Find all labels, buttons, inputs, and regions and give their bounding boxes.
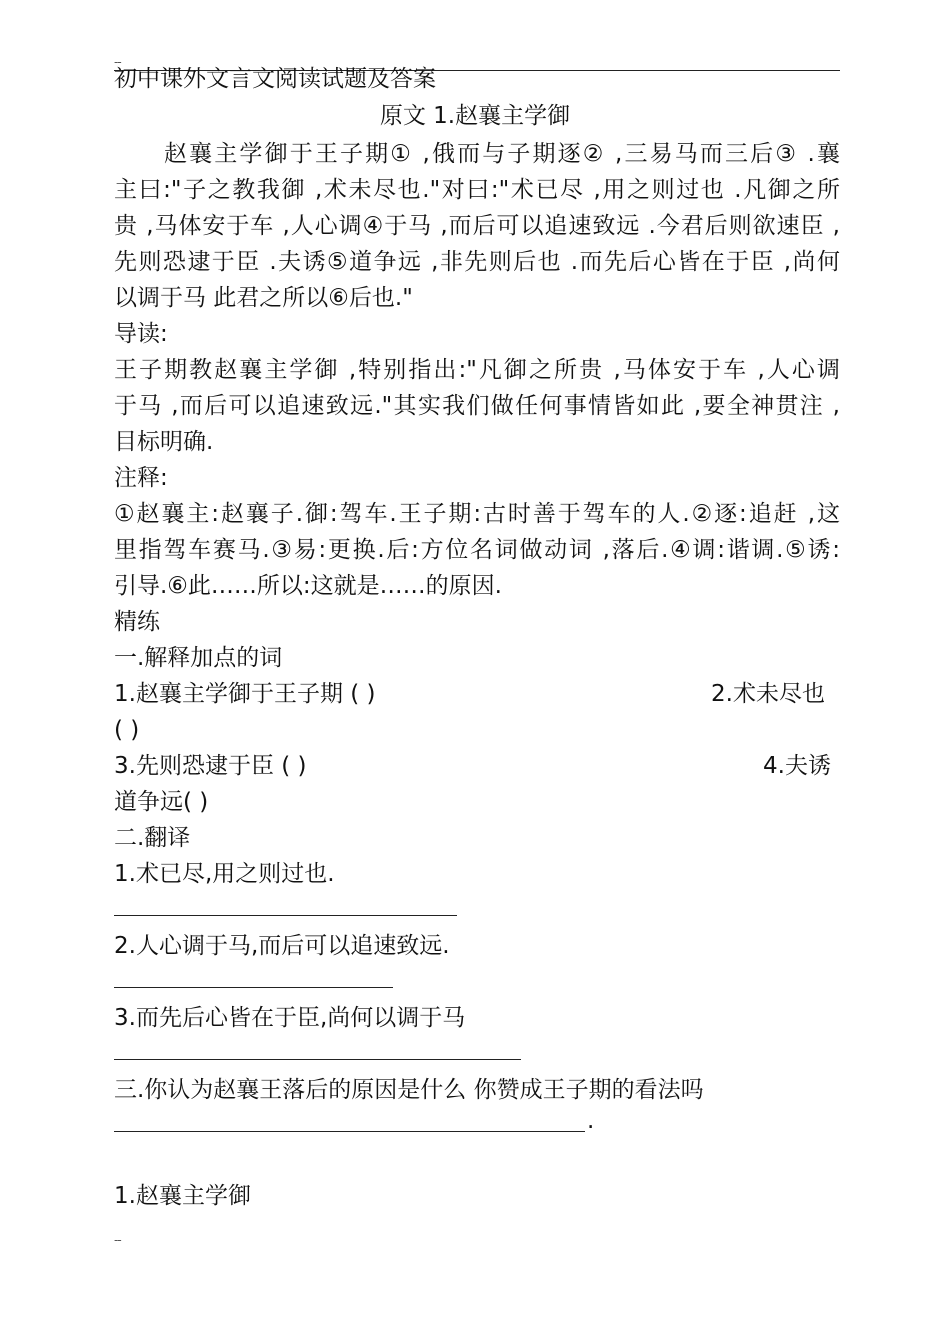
- part1-question-3: 3.先则恐逮于臣 ( ): [114, 753, 307, 779]
- section-title: 原文 1.赵襄主学御: [379, 103, 571, 129]
- practice-heading: 精练: [114, 609, 160, 635]
- answer-blank-2: [114, 987, 393, 988]
- answer-blank-1: [114, 915, 457, 916]
- part2-question-2: 2.人心调于马,而后可以追速致远.: [114, 933, 450, 959]
- part2-question-3: 3.而先后心皆在于臣,尚何以调于马: [114, 1005, 466, 1031]
- notes-line-3: 引导.⑥此……所以:这就是……的原因.: [114, 573, 502, 599]
- answer-section-title: 1.赵襄主学御: [114, 1183, 251, 1209]
- original-text-line-3: 贵 ,马体安于车 ,人心调④于马 ,而后可以追速致远 .今君后则欲速臣 ,: [114, 213, 840, 239]
- answer-blank-4-period: .: [587, 1108, 595, 1134]
- guide-line-3: 目标明确.: [114, 429, 214, 455]
- document-title: 初中课外文言文阅读试题及答案: [114, 66, 436, 92]
- answer-blank-4: [114, 1131, 585, 1132]
- part1-question-2-head: 2.术未尽也: [711, 681, 825, 707]
- original-text-line-5: 以调于马 此君之所以⑥后也.": [114, 285, 413, 311]
- original-text-line-4: 先则恐逮于臣 .夫诱⑤道争远 ,非先则后也 .而先后心皆在于臣 ,尚何: [114, 249, 840, 275]
- notes-line-2: 里指驾车赛马.③易:更换.后:方位名词做动词 ,落后.④调:谐调.⑤诱:: [114, 537, 840, 563]
- notes-heading: 注释:: [114, 465, 168, 491]
- original-text-line-2: 主曰:"子之教我御 ,术未尽也."对曰:"术已尽 ,用之则过也 .凡御之所: [114, 177, 840, 203]
- part1-question-4-tail: 道争远( ): [114, 789, 209, 815]
- notes-line-1: ①赵襄主:赵襄子.御:驾车.王子期:古时善于驾车的人.②逐:追赶 ,这: [114, 501, 840, 527]
- part3-question: 三.你认为赵襄王落后的原因是什么 你赞成王子期的看法吗: [114, 1077, 704, 1103]
- part1-question-1: 1.赵襄主学御于王子期 ( ): [114, 681, 376, 707]
- part2-question-1: 1.术已尽,用之则过也.: [114, 861, 335, 887]
- part1-question-4-head: 4.夫诱: [763, 753, 831, 779]
- guide-heading: 导读:: [114, 321, 168, 347]
- guide-line-1: 王子期教赵襄主学御 ,特别指出:"凡御之所贵 ,马体安于车 ,人心调: [114, 357, 840, 383]
- part1-heading: 一.解释加点的词: [114, 645, 283, 671]
- original-text-line-1: 赵襄主学御于王子期① ,俄而与子期逐② ,三易马而三后③ .襄: [164, 141, 840, 167]
- page-footer-mark: --: [114, 1233, 121, 1247]
- answer-blank-3: [114, 1059, 521, 1060]
- guide-line-2: 于马 ,而后可以追速致远."其实我们做任何事情皆如此 ,要全神贯注 ,: [114, 393, 840, 419]
- part1-question-2-tail: ( ): [114, 717, 140, 743]
- part2-heading: 二.翻译: [114, 825, 191, 851]
- page-header-mark: --: [114, 55, 121, 69]
